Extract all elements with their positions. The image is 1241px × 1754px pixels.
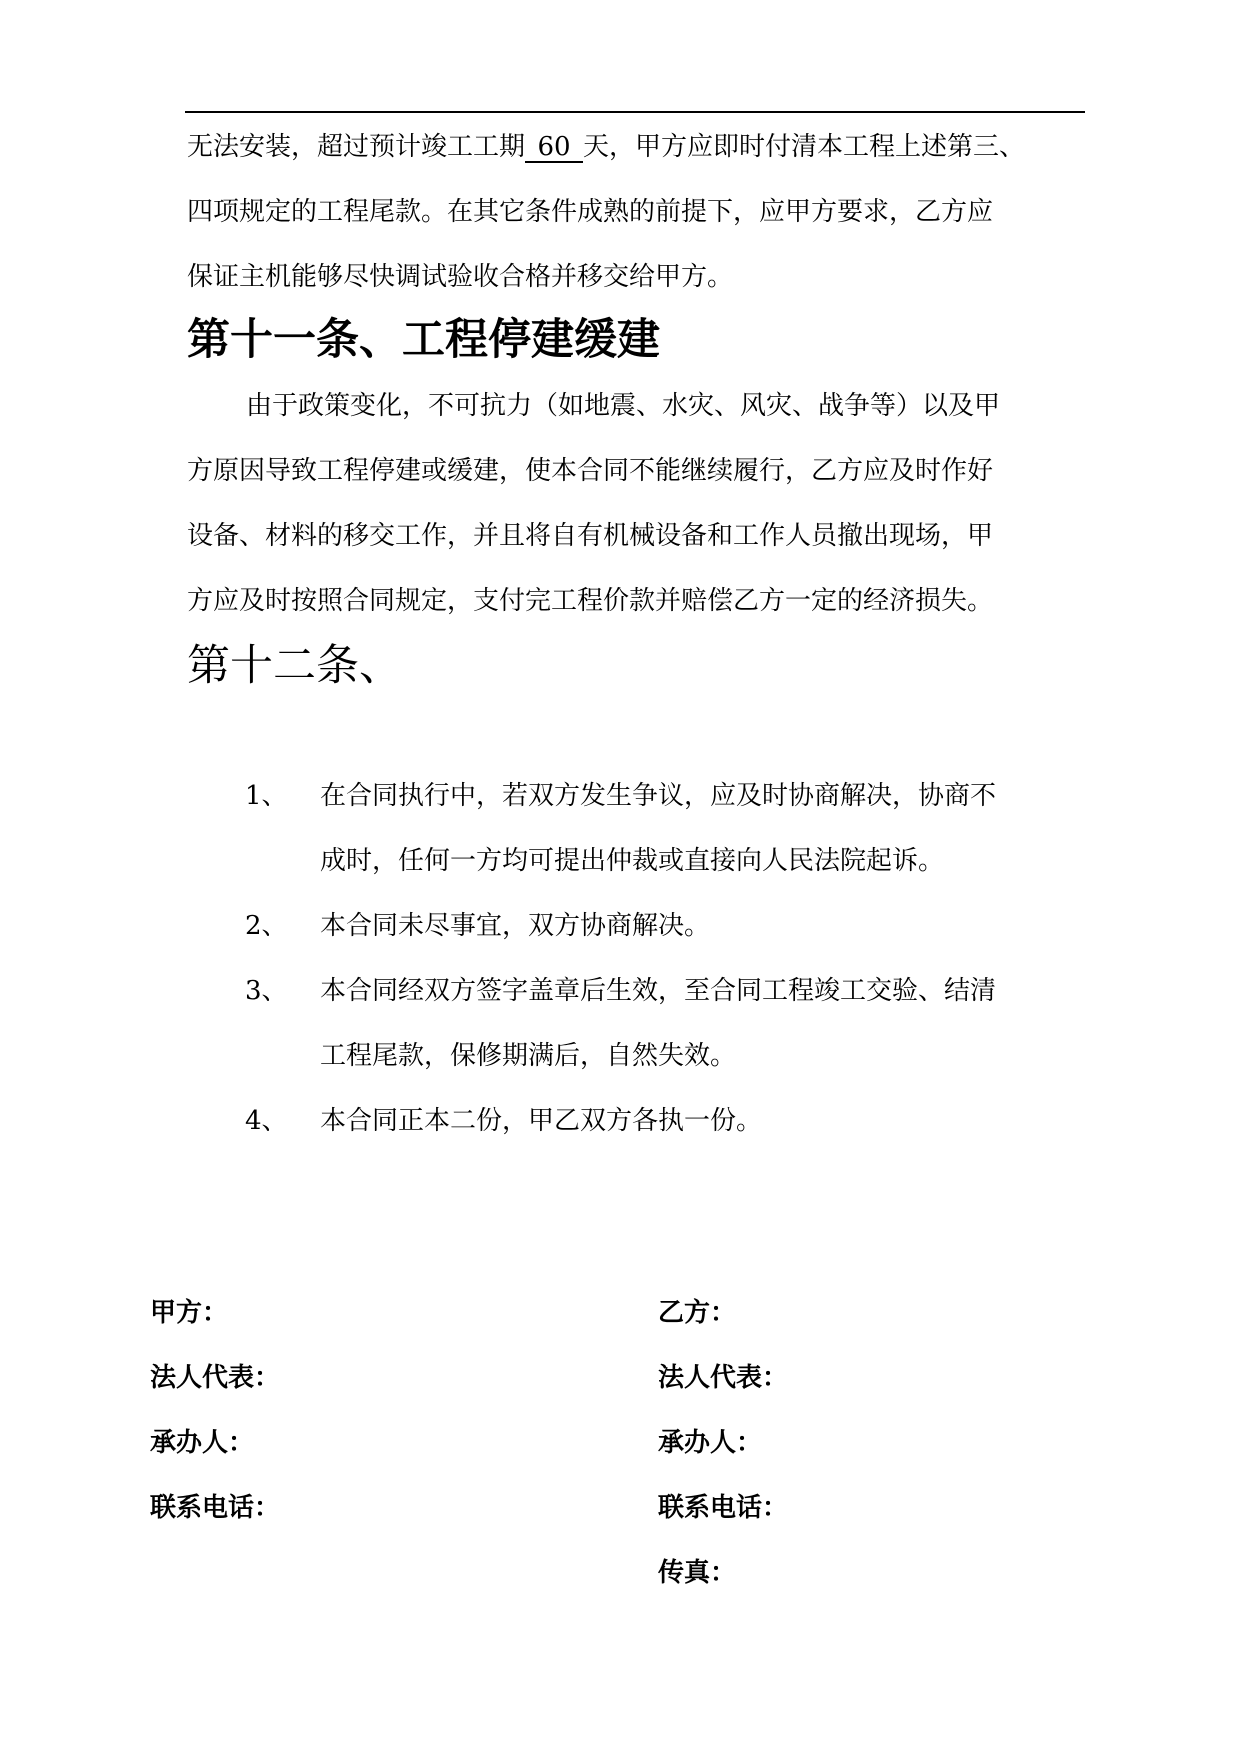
continuation-line-1 xyxy=(187,130,1025,164)
article-11-heading: 第十一条、工程停建缓建 xyxy=(187,315,660,365)
header-rule xyxy=(185,111,1085,113)
party-b-handler-label: 承办人： xyxy=(658,1428,763,1458)
article-11-line: 设备、材料的移交工作，并且将自有机械设备和工作人员撤出现场，甲 xyxy=(187,521,994,551)
article-11-line: 方原因导致工程停建或缓建，使本合同不能继续履行，乙方应及时作好 xyxy=(187,456,994,486)
party-a-handler-label: 承办人： xyxy=(150,1428,255,1458)
clause-line: 成时，任何一方均可提出仲裁或直接向人民法院起诉。 xyxy=(320,846,945,876)
article-11-line: 方应及时按照合同规定，支付完工程价款并赔偿乙方一定的经济损失。 xyxy=(187,586,994,616)
party-b-fax-label: 传真： xyxy=(658,1558,737,1588)
article-11-line: 由于政策变化，不可抗力（如地震、水灾、风灾、战争等）以及甲 xyxy=(246,391,1001,421)
party-a-legal-rep-label: 法人代表： xyxy=(150,1363,281,1393)
clause-number: 4、 xyxy=(245,1106,288,1136)
clause-line: 本合同经双方签字盖章后生效，至合同工程竣工交验、结清 xyxy=(320,976,997,1006)
continuation-text: 无法安装，超过预计竣工工期 xyxy=(187,132,526,162)
continuation-line-3: 保证主机能够尽快调试验收合格并移交给甲方。 xyxy=(187,262,734,292)
days-fill-value: 60 xyxy=(525,133,583,163)
clause-number: 3、 xyxy=(245,976,288,1006)
clause-line: 工程尾款，保修期满后，自然失效。 xyxy=(320,1041,737,1071)
clause-line: 在合同执行中，若双方发生争议，应及时协商解决，协商不 xyxy=(320,781,997,811)
clause-number: 1、 xyxy=(245,781,288,811)
article-12-heading: 第十二条、 xyxy=(187,641,402,691)
party-b-legal-rep-label: 法人代表： xyxy=(658,1363,789,1393)
clause-line: 本合同正本二份，甲乙双方各执一份。 xyxy=(320,1106,763,1136)
party-a-phone-label: 联系电话： xyxy=(150,1493,281,1523)
party-b-phone-label: 联系电话： xyxy=(658,1493,789,1523)
continuation-line-2: 四项规定的工程尾款。在其它条件成熟的前提下，应甲方要求，乙方应 xyxy=(187,197,994,227)
clause-line: 本合同未尽事宜，双方协商解决。 xyxy=(320,911,711,941)
party-a-label: 甲方： xyxy=(150,1298,229,1328)
continuation-text: 天，甲方应即时付清本工程上述第三、 xyxy=(583,132,1026,162)
clause-number: 2、 xyxy=(245,911,288,941)
party-b-label: 乙方： xyxy=(658,1298,737,1328)
